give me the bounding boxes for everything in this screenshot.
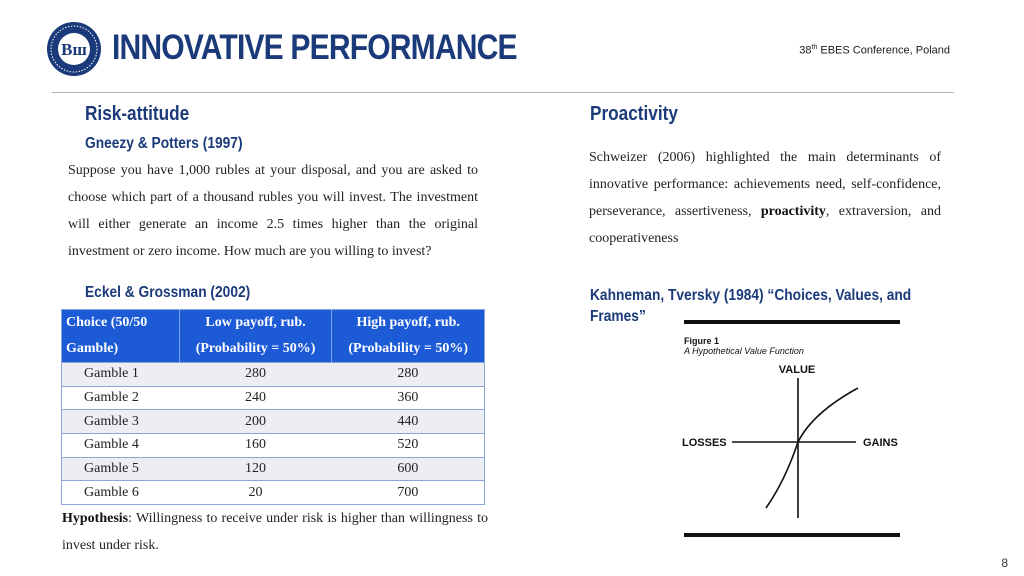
table-cell: Gamble 6: [62, 481, 180, 505]
table-row: [62, 481, 485, 505]
table-cell: Gamble 4: [62, 434, 180, 458]
gneezy-paragraph: Suppose you have 1,000 rubles at your disposal, and you are asked to choose which part of a thousand rubles you will invest. The investment will either generate an income 2.5 times higher than the original investment or zero income. How much are you willing to invest?: [68, 163, 478, 259]
table-cell: 440: [332, 410, 485, 434]
university-seal-icon: [46, 21, 102, 77]
proactivity-heading: Proactivity: [590, 103, 678, 125]
figure-top-rule: [684, 320, 900, 324]
table-cell: Gamble 3: [62, 410, 180, 434]
value-axis-label: VALUE: [778, 364, 816, 376]
hypothesis-text: : Willingness to receive under risk is higher than willingness to invest under risk.: [62, 511, 488, 553]
table-header-row: [62, 310, 485, 363]
table-cell: 200: [179, 410, 332, 434]
value-function-figure: [680, 316, 906, 542]
gains-axis-label: GAINS: [863, 437, 898, 449]
schweizer-paragraph: Schweizer (2006) highlighted the main determinants of innovative performance: achievements need, self-confidence, perseverance, assertiveness, proactivity, extraversion, and cooperativeness: [589, 150, 941, 246]
column-header-low-payoff: Low payoff, rub. (Probability = 50%): [179, 310, 332, 363]
table-cell: 20: [179, 481, 332, 505]
kahneman-heading: Kahneman, Tversky (1984) “Choices, Values, and Frames”: [590, 287, 912, 325]
losses-axis-label: LOSSES: [682, 437, 727, 449]
table-cell: 600: [332, 457, 485, 481]
hypothesis-label: Hypothesis: [62, 511, 129, 526]
gamble-table: [61, 309, 485, 505]
eckel-heading: Eckel & Grossman (2002): [85, 284, 251, 301]
table-cell: 700: [332, 481, 485, 505]
conference-label: 38th EBES Conference, Poland: [799, 44, 950, 57]
table-cell: 360: [332, 386, 485, 410]
figure-caption: A Hypothetical Value Function: [684, 346, 804, 356]
page-title: INNOVATIVE PERFORMANCE: [112, 28, 517, 67]
value-curve: [766, 388, 858, 508]
table-cell: 280: [179, 363, 332, 387]
table-cell: Gamble 5: [62, 457, 180, 481]
table-cell: 280: [332, 363, 485, 387]
table-row: [62, 386, 485, 410]
proactivity-emphasis: proactivity: [760, 204, 826, 219]
table-row: [62, 410, 485, 434]
gneezy-heading: Gneezy & Potters (1997): [85, 135, 243, 152]
svg-text:Вш: Вш: [61, 40, 87, 59]
table-cell: 120: [179, 457, 332, 481]
table-cell: Gamble 1: [62, 363, 180, 387]
table-cell: 160: [179, 434, 332, 458]
page-number: 8: [1001, 556, 1008, 570]
column-header-high-payoff: High payoff, rub. (Probability = 50%): [332, 310, 485, 363]
risk-attitude-heading: Risk-attitude: [85, 103, 190, 125]
table-row: [62, 457, 485, 481]
header-divider: [52, 92, 954, 93]
hypothesis-paragraph: [62, 505, 488, 559]
table-cell: 520: [332, 434, 485, 458]
column-header-choice: Choice (50/50 Gamble): [62, 310, 180, 363]
figure-label: Figure 1: [684, 336, 720, 346]
figure-bottom-rule: [684, 533, 900, 537]
table-row: [62, 363, 485, 387]
table-cell: 240: [179, 386, 332, 410]
table-row: [62, 434, 485, 458]
table-cell: Gamble 2: [62, 386, 180, 410]
